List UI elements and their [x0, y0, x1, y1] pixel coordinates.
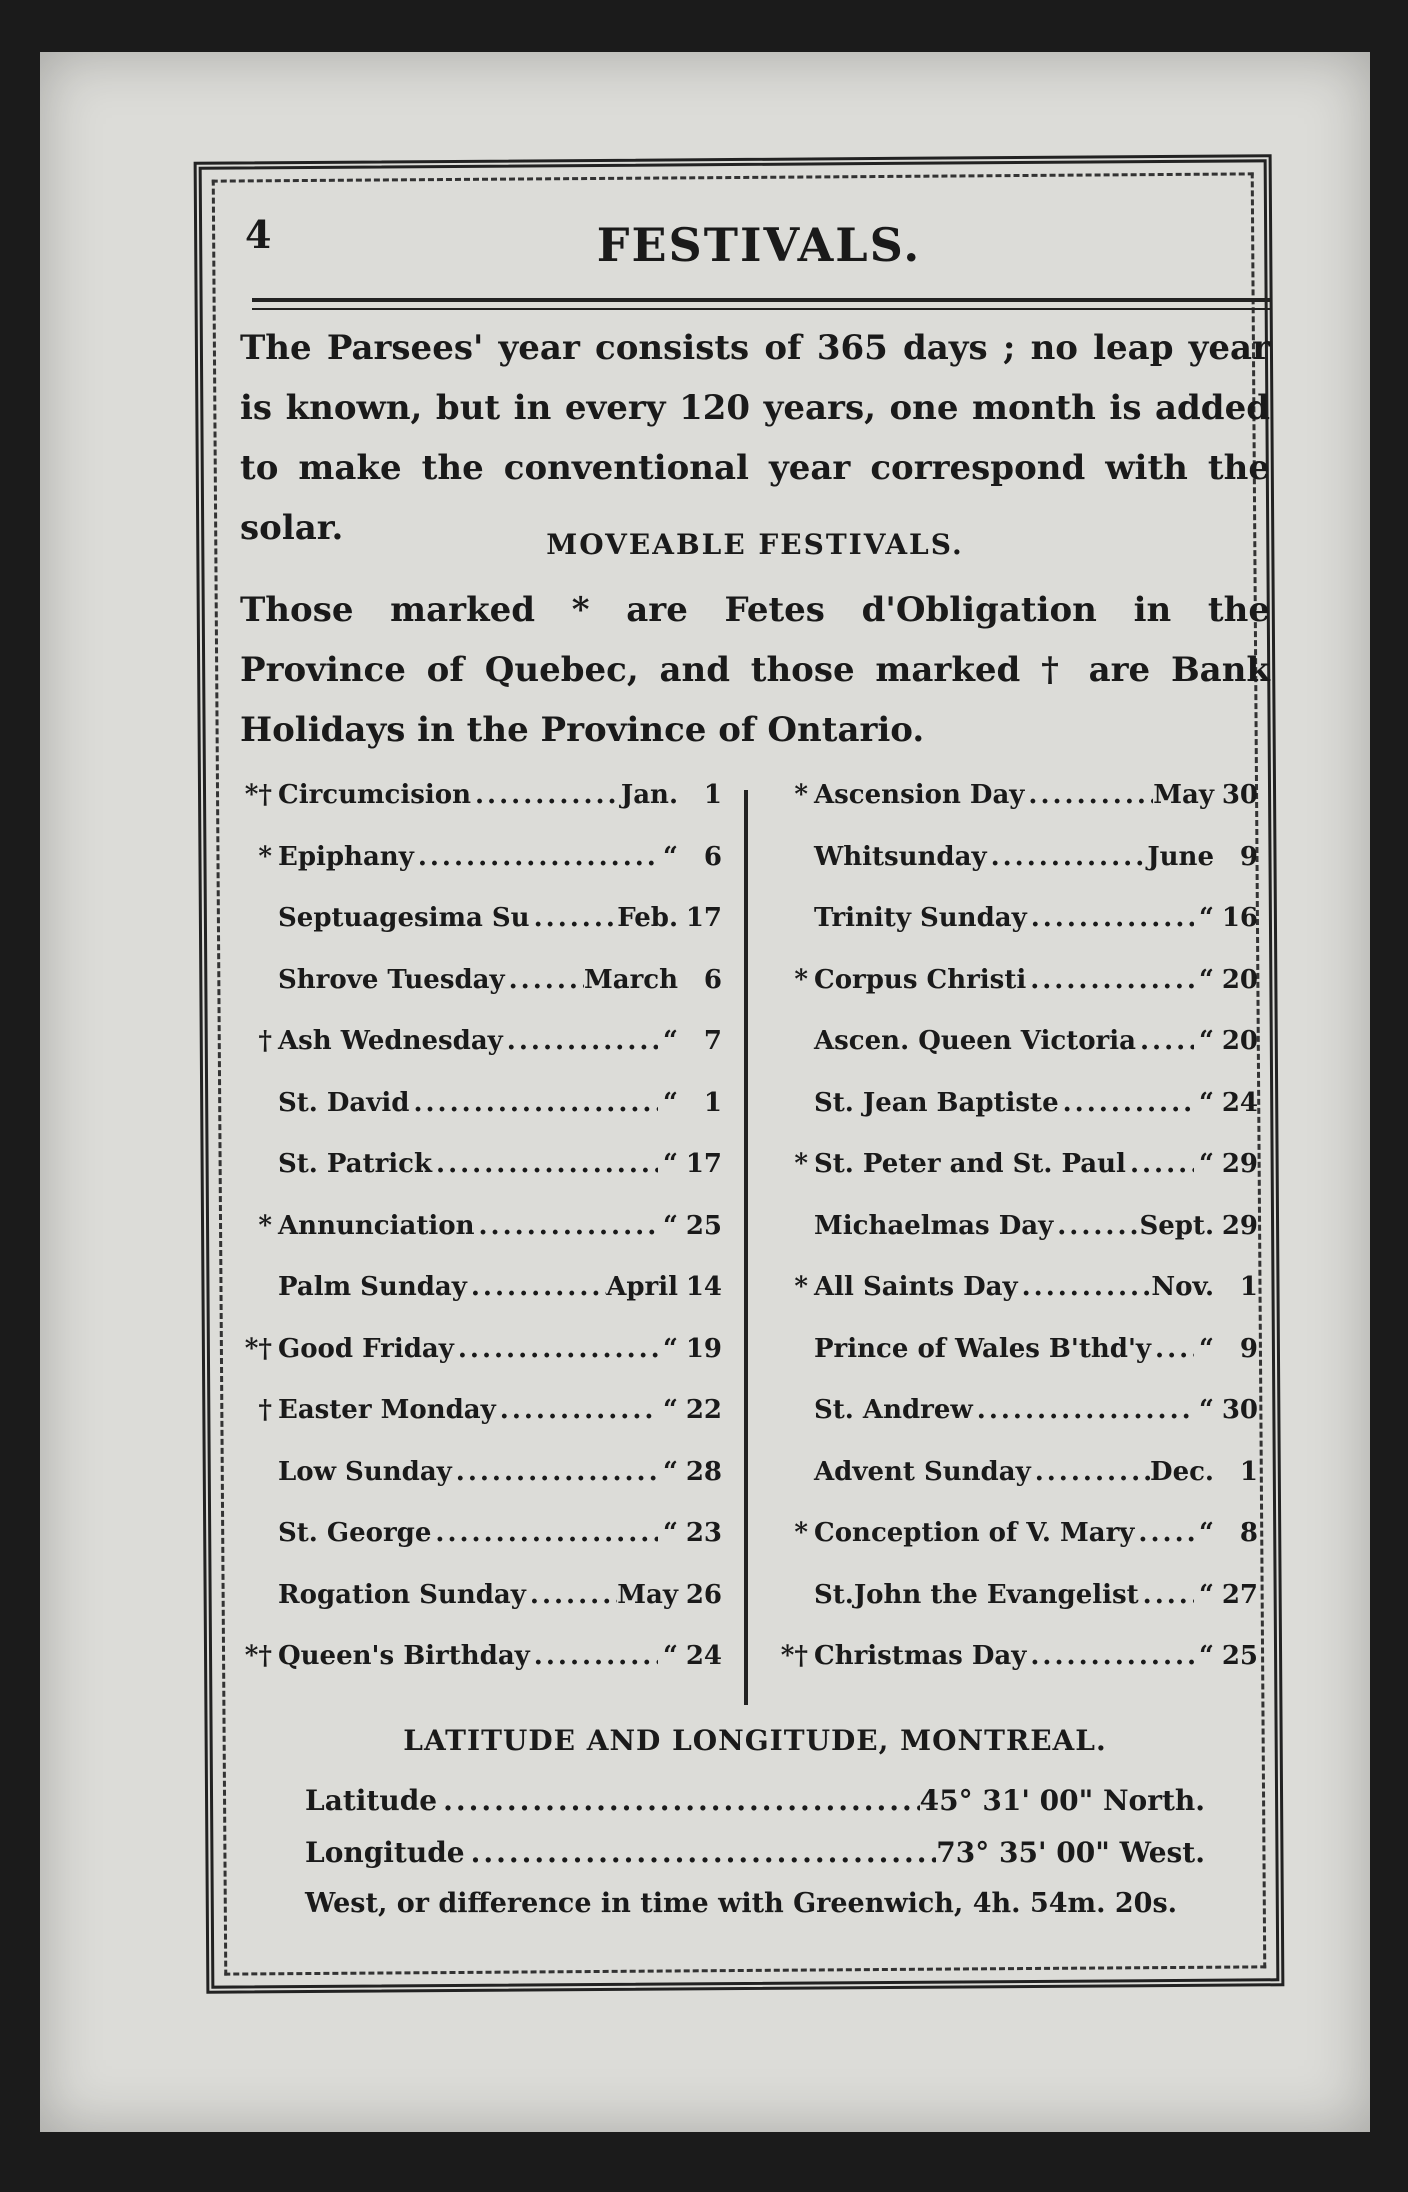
leader-dots — [1059, 1088, 1194, 1118]
festival-name: Easter Monday — [278, 1395, 496, 1425]
festival-day: 9 — [1239, 1333, 1258, 1364]
leader-dots — [465, 1836, 937, 1869]
festival-name: Shrove Tuesday — [278, 964, 505, 995]
leader-dots — [1024, 780, 1153, 810]
festival-row — [768, 1334, 1258, 1396]
festival-name: Michaelmas Day — [814, 1210, 1054, 1241]
festival-day: 30 — [1221, 780, 1258, 810]
festival-name: Palm Sunday — [278, 1272, 467, 1302]
festival-name: St. Jean Baptiste — [814, 1087, 1059, 1118]
festival-column-left — [232, 780, 722, 1703]
festival-day: 1 — [703, 780, 722, 810]
leader-dots — [431, 1518, 658, 1548]
festival-row — [768, 1211, 1258, 1273]
leader-dots — [452, 1457, 658, 1487]
festival-name: St.John the Evangelist — [814, 1579, 1139, 1610]
festival-row — [232, 965, 722, 1027]
festival-month: “ — [663, 1456, 678, 1487]
festival-month: “ — [1199, 1149, 1214, 1179]
festival-month: Sept. — [1139, 1210, 1214, 1241]
festival-day: 7 — [703, 1026, 722, 1056]
page-number: 4 — [245, 212, 272, 257]
festival-month: “ — [663, 1149, 678, 1179]
leader-dots — [1151, 1334, 1194, 1364]
festival-month: May — [617, 1579, 678, 1610]
moveable-festivals-note: Those marked * are Fetes d'Obligation in the Province of Quebec, and those marked † are Bank Holidays in the Province of Ontario. — [240, 590, 1270, 750]
festival-day: 6 — [703, 841, 722, 872]
leader-dots — [530, 1641, 658, 1671]
festival-column-right — [768, 780, 1258, 1703]
festival-day: 16 — [1221, 903, 1258, 933]
festival-name: Christmas Day — [814, 1641, 1027, 1671]
festival-row — [232, 1580, 722, 1642]
festival-row — [232, 1088, 722, 1150]
latitude-value: 45° 31' 00" North. — [919, 1784, 1205, 1817]
festival-row — [232, 1211, 722, 1273]
festival-name: Epiphany — [278, 841, 414, 872]
festival-name: Ascen. Queen Victoria — [814, 1026, 1136, 1056]
festival-day: 30 — [1221, 1395, 1258, 1425]
festival-month: “ — [1199, 1333, 1214, 1364]
festival-name: Circumcision — [278, 780, 471, 810]
longitude-value: 73° 35' 00" West. — [936, 1836, 1205, 1869]
festival-name: Ascension Day — [814, 780, 1025, 810]
festival-name: All Saints Day — [814, 1272, 1018, 1302]
leader-dots — [471, 780, 621, 810]
festival-mark: *† — [780, 1641, 808, 1671]
festival-row — [768, 1088, 1258, 1150]
leader-dots — [432, 1149, 658, 1179]
latitude-label: Latitude — [305, 1784, 438, 1817]
festival-row — [232, 903, 722, 965]
moveable-festivals-heading: MOVEABLE FESTIVALS. — [546, 528, 964, 561]
longitude-row — [305, 1836, 1205, 1869]
festival-day: 27 — [1221, 1579, 1258, 1610]
festival-mark: * — [794, 1272, 808, 1302]
festival-month: “ — [663, 1087, 678, 1118]
leader-dots — [467, 1272, 606, 1302]
leader-dots — [1026, 965, 1194, 995]
festival-mark: † — [258, 1395, 272, 1425]
festival-day: 20 — [1221, 1026, 1258, 1056]
leader-dots — [409, 1088, 658, 1118]
festival-month: “ — [663, 1210, 678, 1241]
festival-month: Nov. — [1151, 1272, 1214, 1302]
greenwich-note: West, or difference in time with Greenwich, 4h. 54m. 20s. — [305, 1888, 1178, 1919]
festival-name: Annunciation — [278, 1210, 475, 1241]
festival-day: 29 — [1221, 1210, 1258, 1241]
festival-name: Good Friday — [278, 1333, 454, 1364]
festival-row — [232, 1395, 722, 1457]
festival-name: Advent Sunday — [814, 1456, 1031, 1487]
festival-month: Dec. — [1150, 1456, 1214, 1487]
festival-day: 26 — [685, 1579, 722, 1610]
leader-dots — [1136, 1026, 1194, 1056]
leader-dots — [505, 965, 584, 995]
festival-month: “ — [663, 841, 678, 872]
festival-month: April — [606, 1272, 678, 1302]
festival-row — [768, 1580, 1258, 1642]
column-divider — [744, 790, 748, 1705]
festival-row — [768, 903, 1258, 965]
festival-day: 1 — [703, 1087, 722, 1118]
leader-dots — [474, 1211, 658, 1241]
festival-day: 1 — [1239, 1272, 1258, 1302]
festival-month: “ — [663, 1641, 678, 1671]
festival-day: 17 — [685, 1149, 722, 1179]
festival-month: “ — [663, 1518, 678, 1548]
festival-day: 19 — [685, 1333, 722, 1364]
longitude-label: Longitude — [305, 1836, 465, 1869]
festival-month: “ — [1199, 1087, 1214, 1118]
festival-mark: *† — [244, 1641, 272, 1671]
leader-dots — [454, 1334, 658, 1364]
festival-month: “ — [1199, 903, 1214, 933]
festival-mark: *† — [244, 1333, 272, 1364]
leader-dots — [1026, 1641, 1194, 1671]
festival-row — [768, 1641, 1258, 1703]
festival-row — [768, 1026, 1258, 1088]
festival-mark: *† — [244, 780, 272, 810]
festival-day: 25 — [685, 1210, 722, 1241]
festival-name: Trinity Sunday — [814, 903, 1027, 933]
leader-dots — [973, 1395, 1194, 1425]
latitude-row — [305, 1784, 1205, 1817]
festival-name: Corpus Christi — [814, 964, 1027, 995]
festival-day: 6 — [703, 964, 722, 995]
festival-mark: * — [258, 841, 272, 872]
festival-day: 20 — [1221, 964, 1258, 995]
festival-row — [232, 1518, 722, 1580]
festival-mark: * — [794, 1518, 808, 1548]
festival-name: St. Andrew — [814, 1395, 973, 1425]
title-rule-bottom — [252, 308, 1270, 310]
festival-name: Low Sunday — [278, 1456, 452, 1487]
festival-month: “ — [663, 1395, 678, 1425]
festival-name: St. Peter and St. Paul — [814, 1149, 1126, 1179]
festival-month: Feb. — [617, 903, 678, 933]
leader-dots — [1053, 1211, 1139, 1241]
festival-month: May — [1153, 780, 1214, 810]
leader-dots — [530, 903, 618, 933]
festival-day: 17 — [685, 903, 722, 933]
intro-paragraph: The Parsees' year consists of 365 days ; no leap year is known, but in every 120 years, one month is added to make the conventional year correspond with the solar. — [240, 328, 1270, 548]
festival-day: 8 — [1239, 1518, 1258, 1548]
festival-day: 24 — [1221, 1087, 1258, 1118]
festival-name: Septuagesima Su — [278, 903, 530, 933]
leader-dots — [1018, 1272, 1152, 1302]
leader-dots — [503, 1026, 658, 1056]
festival-mark: * — [794, 780, 808, 810]
festival-row — [232, 842, 722, 904]
festival-row — [232, 1641, 722, 1703]
festival-day: 24 — [685, 1641, 722, 1671]
festival-row — [768, 1518, 1258, 1580]
festival-day: 28 — [685, 1456, 722, 1487]
festival-name: St. George — [278, 1518, 432, 1548]
page-title: FESTIVALS. — [596, 218, 922, 272]
festival-month: “ — [1199, 964, 1214, 995]
festival-name: Conception of V. Mary — [814, 1518, 1135, 1548]
festival-day: 25 — [1221, 1641, 1258, 1671]
festival-row — [768, 842, 1258, 904]
leader-dots — [437, 1784, 920, 1817]
festival-row — [768, 965, 1258, 1027]
festival-row — [232, 1272, 722, 1334]
festival-row — [232, 1026, 722, 1088]
festival-row — [768, 1457, 1258, 1519]
festival-row — [768, 1149, 1258, 1211]
festival-month: “ — [1199, 1395, 1214, 1425]
festival-row — [768, 780, 1258, 842]
leader-dots — [1139, 1580, 1194, 1610]
festival-month: “ — [1199, 1518, 1214, 1548]
festival-day: 29 — [1221, 1149, 1258, 1179]
festival-day: 9 — [1239, 841, 1258, 872]
leader-dots — [1031, 1457, 1150, 1487]
festival-day: 23 — [685, 1518, 722, 1548]
festival-name: Ash Wednesday — [278, 1026, 503, 1056]
festival-month: “ — [663, 1333, 678, 1364]
leader-dots — [1027, 903, 1194, 933]
festival-mark: * — [794, 964, 808, 995]
leader-dots — [414, 842, 658, 872]
festival-month: “ — [663, 1026, 678, 1056]
festival-name: Whitsunday — [814, 841, 987, 872]
festival-day: 22 — [685, 1395, 722, 1425]
leader-dots — [496, 1395, 658, 1425]
leader-dots — [987, 842, 1148, 872]
festival-name: Queen's Birthday — [278, 1641, 530, 1671]
leader-dots — [526, 1580, 617, 1610]
festival-month: June — [1147, 841, 1214, 872]
leader-dots — [1134, 1518, 1194, 1548]
festival-name: St. David — [278, 1087, 410, 1118]
festival-month: “ — [1199, 1026, 1214, 1056]
festival-row — [232, 1149, 722, 1211]
festival-month: “ — [1199, 1641, 1214, 1671]
festival-month: “ — [1199, 1579, 1214, 1610]
festival-day: 1 — [1239, 1456, 1258, 1487]
festival-row — [232, 780, 722, 842]
festival-mark: * — [258, 1210, 272, 1241]
festival-row — [232, 1334, 722, 1396]
festival-row — [768, 1272, 1258, 1334]
leader-dots — [1126, 1149, 1194, 1179]
festival-name: Rogation Sunday — [278, 1579, 526, 1610]
festival-month: Jan. — [620, 780, 678, 810]
latlon-heading: LATITUDE AND LONGITUDE, MONTREAL. — [403, 1724, 1107, 1757]
festival-row — [768, 1395, 1258, 1457]
festival-day: 14 — [685, 1272, 722, 1302]
festival-mark: * — [794, 1149, 808, 1179]
festival-month: March — [583, 964, 678, 995]
festival-name: Prince of Wales B'thd'y — [814, 1333, 1152, 1364]
festival-row — [232, 1457, 722, 1519]
festival-name: St. Patrick — [278, 1149, 433, 1179]
title-rule-top — [252, 298, 1270, 302]
festival-mark: † — [258, 1026, 272, 1056]
